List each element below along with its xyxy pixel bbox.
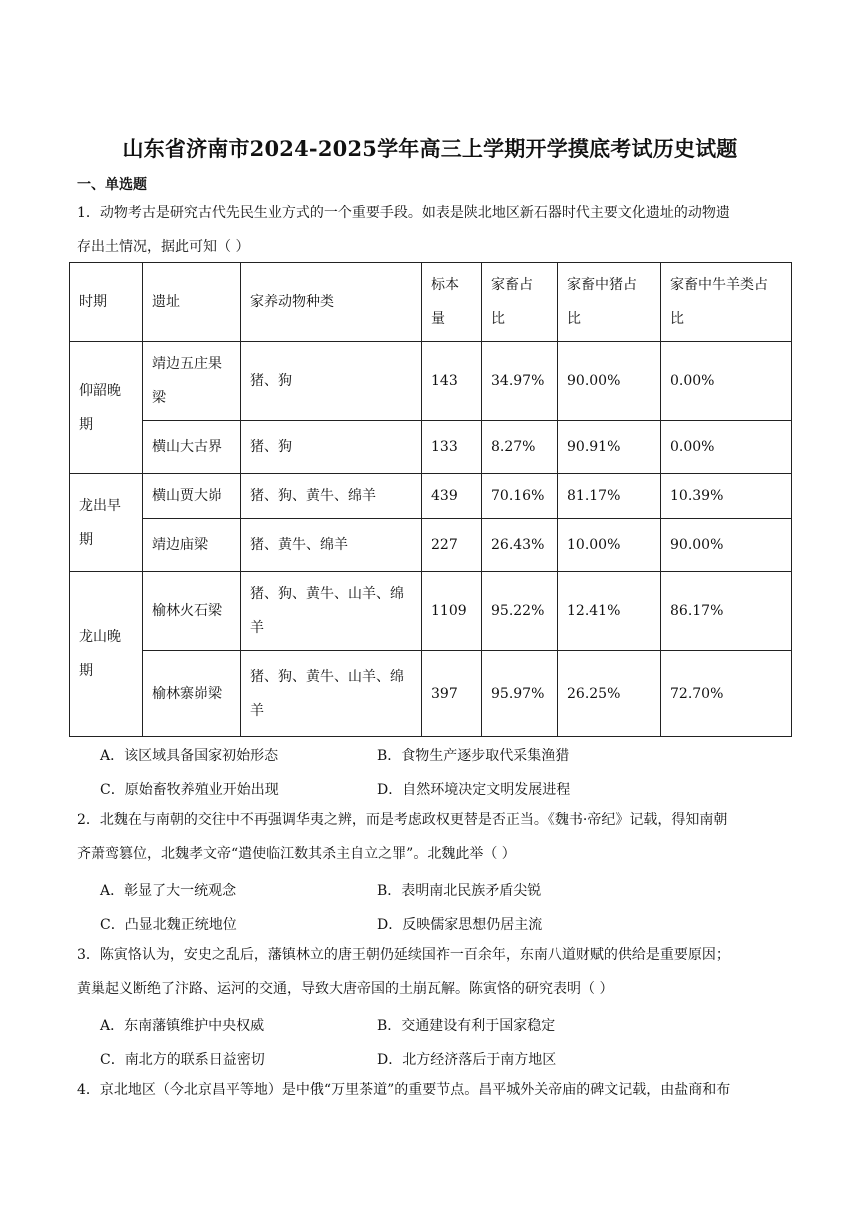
question-3-stem-line: 黄巢起义断绝了汴路、运河的交通，导致大唐帝国的土崩瓦解。陈寅恪的研究表明（ ） — [77, 981, 614, 997]
species-cell: 猪、黄牛、绵羊 — [241, 519, 422, 572]
question-2-stem — [77, 803, 793, 871]
cattle-sheep-ratio-cell: 72.70% — [661, 651, 792, 737]
site-cell: 靖边五庄果 梁 — [143, 342, 241, 421]
q2-options-row — [100, 880, 800, 904]
period-cell: 仰韶晚 期 — [70, 342, 143, 474]
table-row — [70, 651, 792, 737]
table-header-row — [70, 263, 792, 342]
site-cell: 横山贾大峁 — [143, 474, 241, 519]
species-cell: 猪、狗、黄牛、绵羊 — [241, 474, 422, 519]
table-header-cell: 家畜中牛羊类占 比 — [661, 263, 792, 342]
table-header-cell: 时期 — [70, 263, 143, 342]
pig-ratio-cell: 90.91% — [558, 421, 661, 474]
species-cell: 猪、狗 — [241, 421, 422, 474]
sample-count-cell: 227 — [422, 519, 482, 572]
site-cell: 横山大古界 — [143, 421, 241, 474]
livestock-ratio-cell: 34.97% — [482, 342, 558, 421]
question-1-stem-line: 存出土情况，据此可知（ ） — [77, 239, 250, 255]
q3-options-row — [100, 1015, 800, 1039]
q1-options-row — [100, 779, 800, 803]
pig-ratio-cell: 90.00% — [558, 342, 661, 421]
pig-ratio-cell: 81.17% — [558, 474, 661, 519]
cattle-sheep-ratio-cell: 10.39% — [661, 474, 792, 519]
pig-ratio-cell: 12.41% — [558, 572, 661, 651]
livestock-ratio-cell: 8.27% — [482, 421, 558, 474]
table-row — [70, 572, 792, 651]
site-cell: 靖边庙梁 — [143, 519, 241, 572]
table-header-cell: 标本 量 — [422, 263, 482, 342]
q2-options-row — [100, 914, 800, 938]
q1-option-a[interactable]: A．该区域具备国家初始形态 — [100, 748, 279, 764]
table-row — [70, 421, 792, 474]
section-heading: 一、单选题 — [77, 177, 147, 193]
cattle-sheep-ratio-cell: 86.17% — [661, 572, 792, 651]
cattle-sheep-ratio-cell: 0.00% — [661, 342, 792, 421]
table-header-cell: 遗址 — [143, 263, 241, 342]
question-2-stem-line: 2．北魏在与南朝的交往中不再强调华夷之辨，而是考虑政权更替是否正当。《魏书·帝纪》记载，得知南朝 — [77, 812, 728, 828]
livestock-ratio-cell: 26.43% — [482, 519, 558, 572]
question-3-stem — [77, 938, 793, 1006]
page-title: 山东省济南市2024-2025学年高三上学期开学摸底考试历史试题 — [122, 136, 738, 161]
q3-options-row — [100, 1049, 800, 1073]
q1-option-d[interactable]: D．自然环境决定文明发展进程 — [377, 782, 571, 798]
q2-option-d[interactable]: D．反映儒家思想仍居主流 — [377, 917, 543, 933]
q1-option-b[interactable]: B．食物生产逐步取代采集渔猎 — [377, 748, 570, 764]
question-3-stem-line: 3．陈寅恪认为，安史之乱后，藩镇林立的唐王朝仍延续国祚一百余年，东南八道财赋的供给是重要原因； — [77, 947, 730, 963]
species-cell: 猪、狗、黄牛、山羊、绵 羊 — [241, 572, 422, 651]
question-1-stem — [77, 196, 793, 264]
cattle-sheep-ratio-cell: 0.00% — [661, 421, 792, 474]
question-2-stem-line: 齐萧鸾篡位，北魏孝文帝“遣使临江数其杀主自立之罪”。北魏此举（ ） — [77, 846, 516, 862]
period-cell: 龙出早 期 — [70, 474, 143, 572]
livestock-ratio-cell: 70.16% — [482, 474, 558, 519]
sample-count-cell: 143 — [422, 342, 482, 421]
question-1-stem-line: 1．动物考古是研究古代先民生业方式的一个重要手段。如表是陕北地区新石器时代主要文化遗址的动物遗 — [77, 205, 730, 221]
period-cell: 龙山晚 期 — [70, 572, 143, 737]
sample-count-cell: 133 — [422, 421, 482, 474]
table-row — [70, 342, 792, 421]
sample-count-cell: 397 — [422, 651, 482, 737]
table-header-cell: 家畜中猪占 比 — [558, 263, 661, 342]
q3-option-b[interactable]: B．交通建设有利于国家稳定 — [377, 1018, 556, 1034]
sample-count-cell: 1109 — [422, 572, 482, 651]
q3-option-a[interactable]: A．东南藩镇维护中央权威 — [100, 1018, 265, 1034]
question-4-stem — [77, 1073, 793, 1107]
site-cell: 榆林火石梁 — [143, 572, 241, 651]
site-cell: 榆林寨峁梁 — [143, 651, 241, 737]
q2-option-b[interactable]: B．表明南北民族矛盾尖锐 — [377, 883, 542, 899]
q3-option-c[interactable]: C．南北方的联系日益密切 — [100, 1052, 265, 1068]
livestock-ratio-cell: 95.97% — [482, 651, 558, 737]
q1-options-row — [100, 745, 800, 769]
table-row — [70, 519, 792, 572]
livestock-ratio-cell: 95.22% — [482, 572, 558, 651]
q1-data-table — [69, 262, 792, 737]
sample-count-cell: 439 — [422, 474, 482, 519]
q3-option-d[interactable]: D．北方经济落后于南方地区 — [377, 1052, 557, 1068]
q2-option-a[interactable]: A．彰显了大一统观念 — [100, 883, 237, 899]
cattle-sheep-ratio-cell: 90.00% — [661, 519, 792, 572]
table-row — [70, 474, 792, 519]
table-header-cell: 家养动物种类 — [241, 263, 422, 342]
pig-ratio-cell: 10.00% — [558, 519, 661, 572]
table-header-cell: 家畜占 比 — [482, 263, 558, 342]
question-4-stem-line: 4．京北地区（今北京昌平等地）是中俄“万里茶道”的重要节点。昌平城外关帝庙的碑文记载，由盐商和布 — [77, 1082, 731, 1098]
pig-ratio-cell: 26.25% — [558, 651, 661, 737]
q1-option-c[interactable]: C．原始畜牧养殖业开始出现 — [100, 782, 279, 798]
q2-option-c[interactable]: C．凸显北魏正统地位 — [100, 917, 237, 933]
species-cell: 猪、狗 — [241, 342, 422, 421]
species-cell: 猪、狗、黄牛、山羊、绵 羊 — [241, 651, 422, 737]
